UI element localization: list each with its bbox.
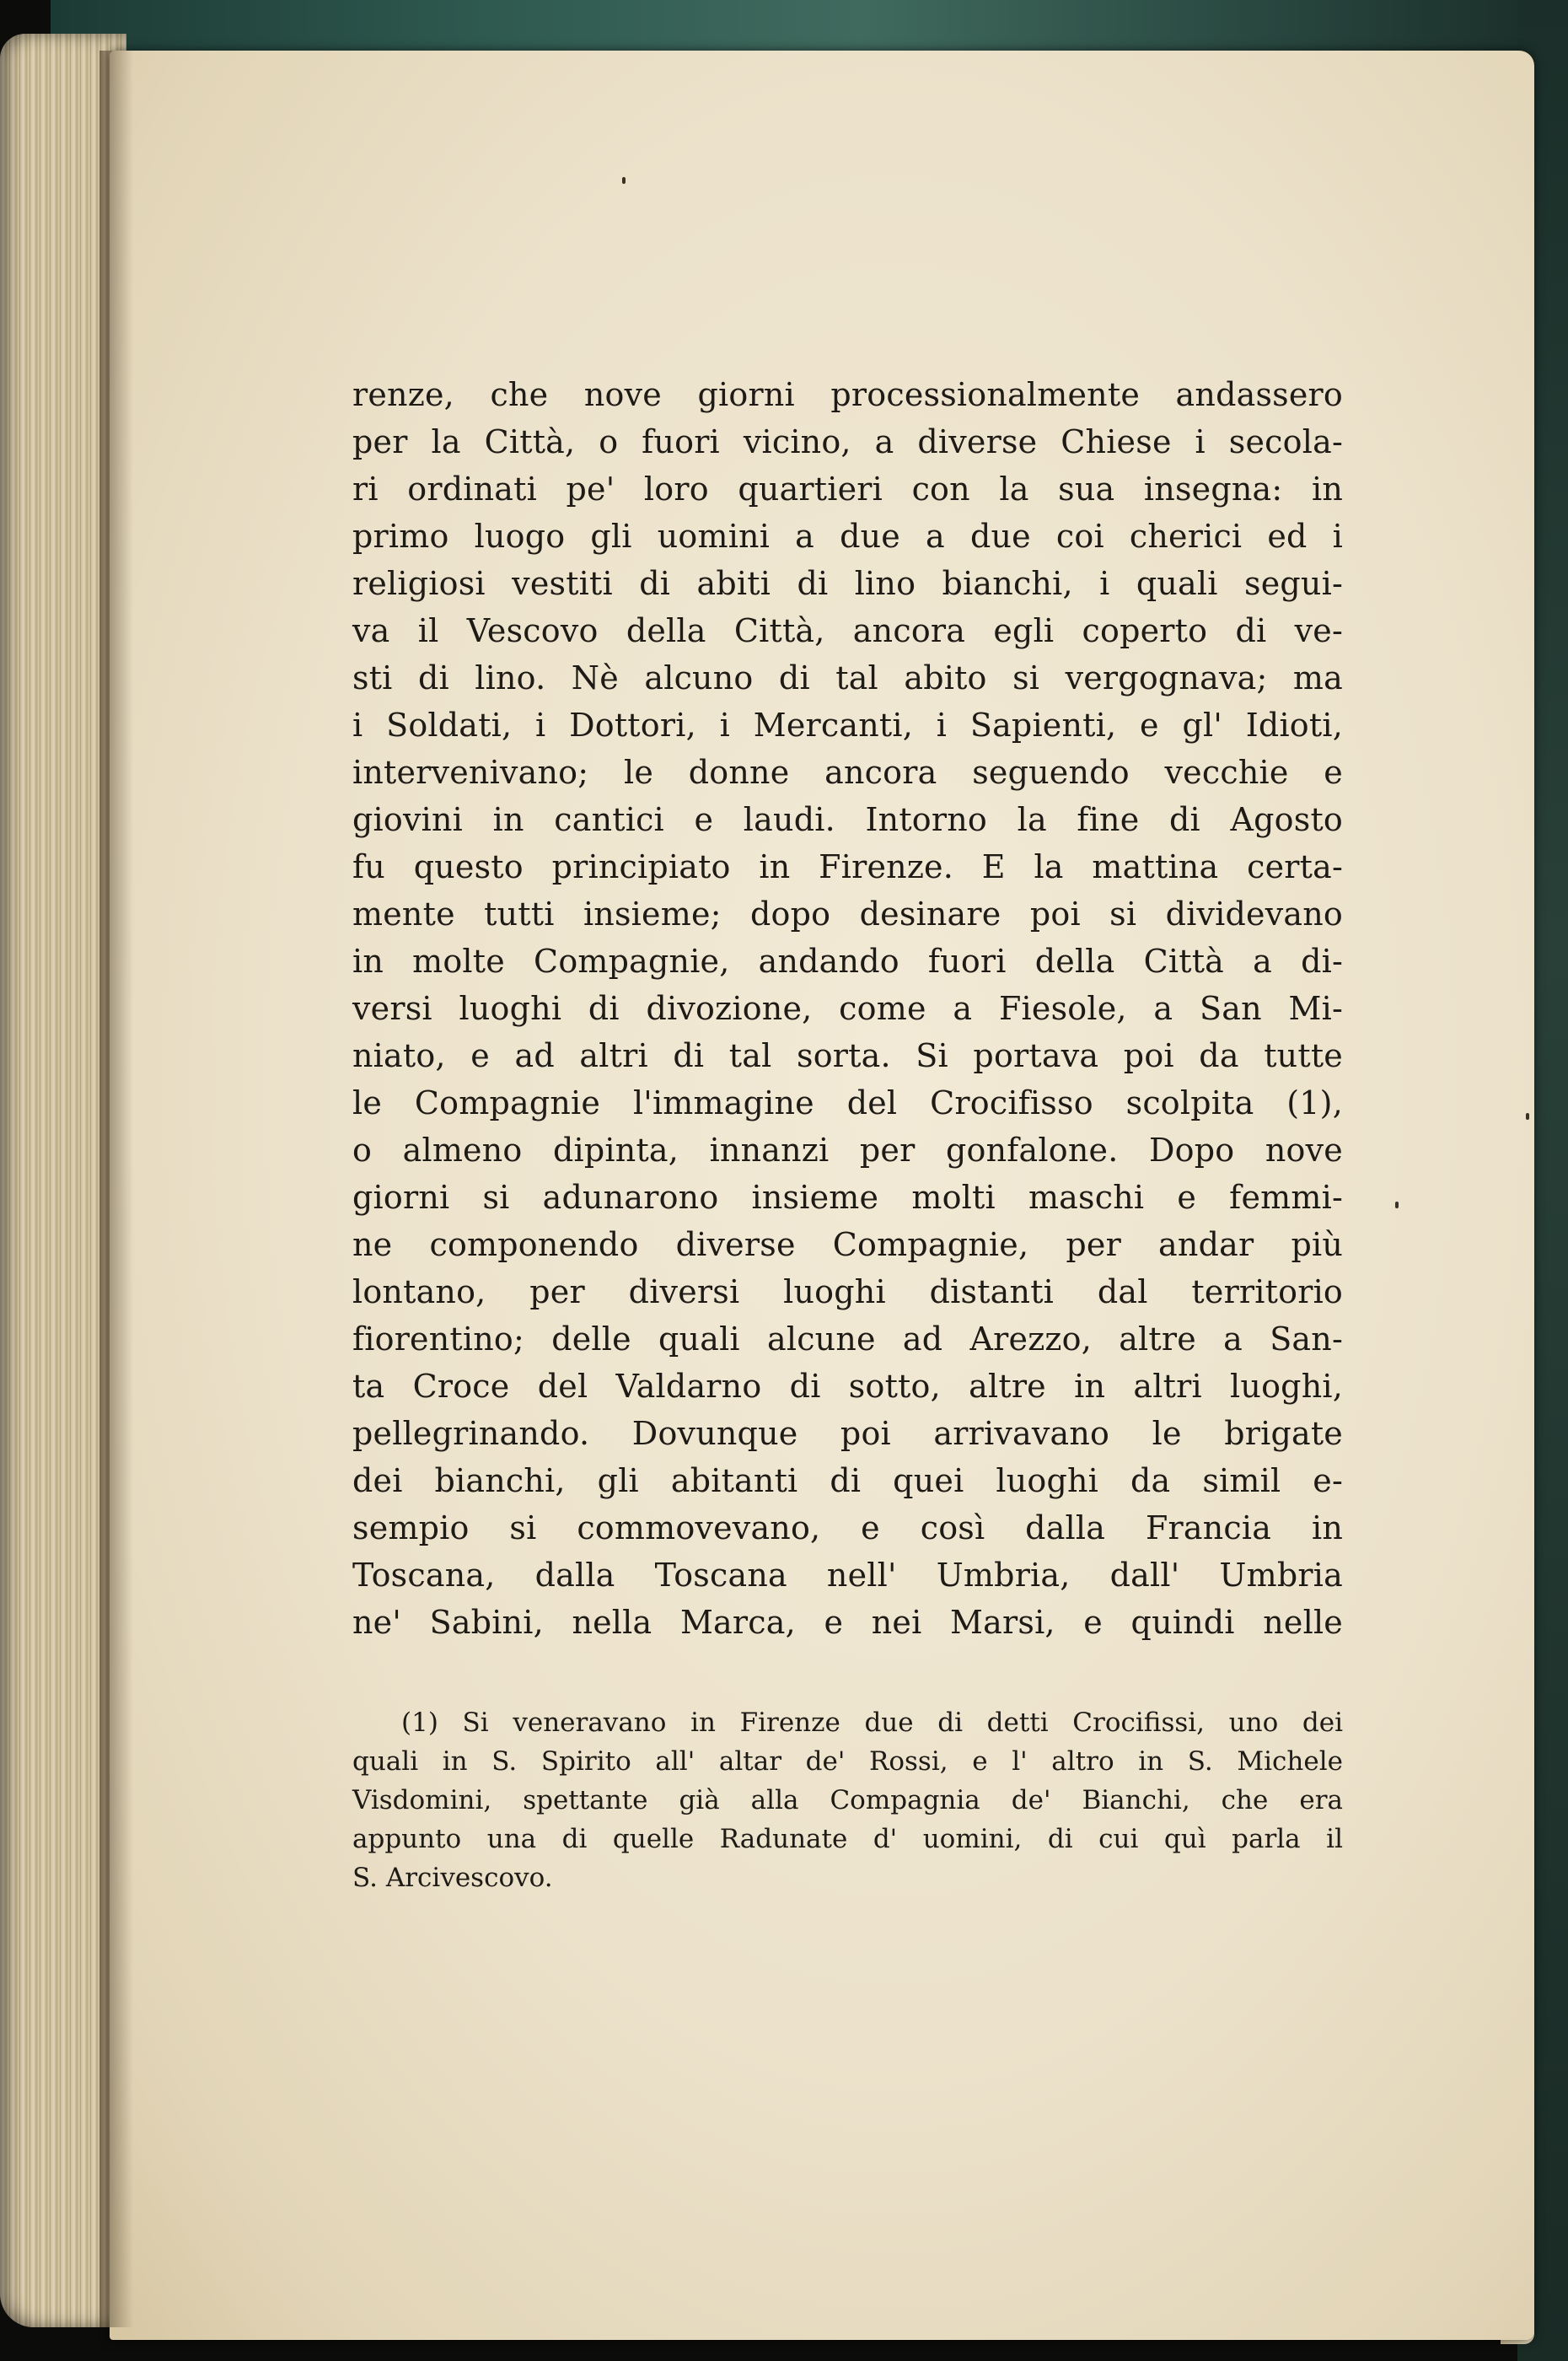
body-line: ta Croce del Valdarno di sotto, altre in altri luoghi, bbox=[352, 1368, 1343, 1405]
book-cover-top bbox=[51, 0, 1526, 51]
body-line: va il Vescovo della Città, ancora egli coperto di ve- bbox=[352, 612, 1343, 649]
body-line: dei bianchi, gli abitanti di quei luoghi da simil e- bbox=[352, 1462, 1343, 1499]
body-line: renze, che nove giorni processionalmente andassero bbox=[352, 376, 1343, 413]
body-line: Toscana, dalla Toscana nell' Umbria, dall' Umbria bbox=[352, 1557, 1343, 1594]
body-line: i Soldati, i Dottori, i Mercanti, i Sapienti, e gl' Idioti, bbox=[352, 707, 1343, 744]
body-line: lontano, per diversi luoghi distanti dal territorio bbox=[352, 1273, 1343, 1310]
footnote-line: (1) Si veneravano in Firenze due di detti Crocifissi, uno dei bbox=[401, 1708, 1343, 1738]
footnote-line: quali in S. Spirito all' altar de' Rossi, e l' altro in S. Michele bbox=[352, 1746, 1343, 1777]
paper-speck bbox=[1395, 1202, 1399, 1208]
body-line: giovini in cantici e laudi. Intorno la fine di Agosto bbox=[352, 801, 1343, 838]
footnote-line: Visdomini, spettante già alla Compagnia de' Bianchi, che era bbox=[352, 1785, 1343, 1815]
body-line: ri ordinati pe' loro quartieri con la sua insegna: in bbox=[352, 471, 1343, 508]
gutter-shadow bbox=[99, 51, 133, 2327]
body-line: primo luogo gli uomini a due a due coi cherici ed i bbox=[352, 518, 1343, 555]
body-line: niato, e ad altri di tal sorta. Si portava poi da tutte bbox=[352, 1037, 1343, 1074]
body-line: giorni si adunarono insieme molti maschi e femmi- bbox=[352, 1179, 1343, 1216]
paper-speck bbox=[1526, 1113, 1529, 1120]
body-line: per la Città, o fuori vicino, a diverse Chiese i secola- bbox=[352, 423, 1343, 460]
body-line: o almeno dipinta, innanzi per gonfalone. Dopo nove bbox=[352, 1132, 1343, 1169]
footnote-block bbox=[352, 1703, 1343, 1897]
footnote-line: appunto una di quelle Radunate d' uomini, di cui quì parla il bbox=[352, 1824, 1343, 1854]
paper-speck bbox=[622, 177, 626, 184]
body-line: fiorentino; delle quali alcune ad Arezzo, altre a San- bbox=[352, 1320, 1343, 1358]
body-line: le Compagnie l'immagine del Crocifisso scolpita (1), bbox=[352, 1084, 1343, 1121]
footnote-line: S. Arcivescovo. bbox=[352, 1863, 553, 1893]
body-line: ne componendo diverse Compagnie, per andar più bbox=[352, 1226, 1343, 1263]
body-line: in molte Compagnie, andando fuori della Città a di- bbox=[352, 943, 1343, 980]
body-line: ne' Sabini, nella Marca, e nei Marsi, e quindi nelle bbox=[352, 1604, 1343, 1641]
body-line: versi luoghi di divozione, come a Fiesole, a San Mi- bbox=[352, 990, 1343, 1027]
body-line: religiosi vestiti di abiti di lino bianchi, i quali segui- bbox=[352, 565, 1343, 602]
body-line: sempio si commovevano, e così dalla Francia in bbox=[352, 1509, 1343, 1546]
body-line: pellegrinando. Dovunque poi arrivavano le brigate bbox=[352, 1415, 1343, 1452]
body-line: mente tutti insieme; dopo desinare poi si dividevano bbox=[352, 895, 1343, 933]
body-line: fu questo principiato in Firenze. E la mattina certa- bbox=[352, 848, 1343, 885]
body-text bbox=[352, 371, 1343, 1646]
body-line: sti di lino. Nè alcuno di tal abito si vergognava; ma bbox=[352, 659, 1343, 696]
body-line: intervenivano; le donne ancora seguendo vecchie e bbox=[352, 754, 1343, 791]
